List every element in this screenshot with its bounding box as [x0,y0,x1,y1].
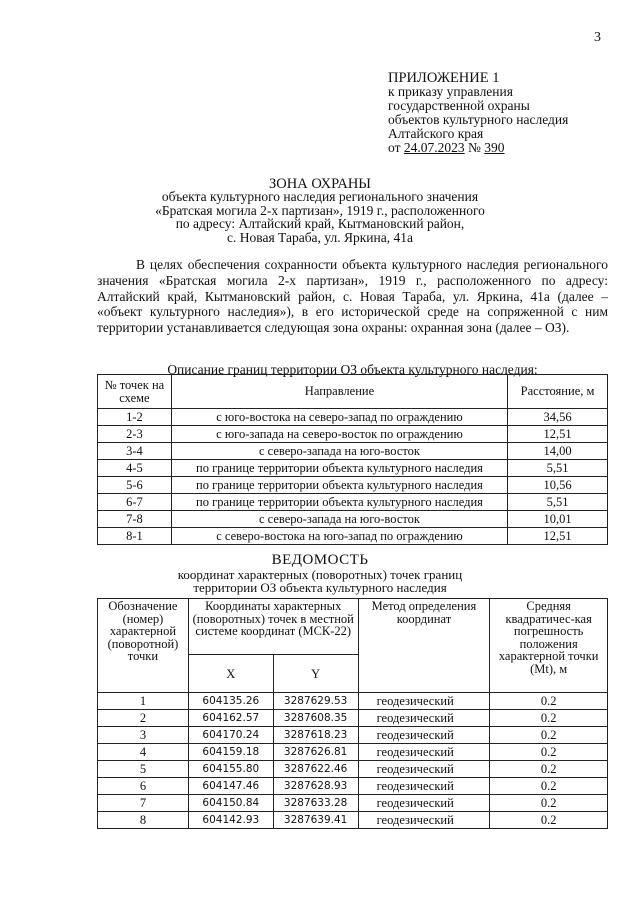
table-row [98,727,608,744]
y-coordinate-cell: 3287608.35 [273,710,358,727]
accuracy-cell: 0.2 [490,710,608,727]
method-cell: геодезический [358,693,490,710]
direction-cell: с юго-запада на северо-восток по ограждению [171,426,507,443]
points-cell: 1-2 [98,409,172,426]
table-row [98,477,608,494]
point-number-cell: 8 [98,812,189,829]
column-header: Обозначение (номер) характерной (поворотной) точки [98,599,189,693]
table-row [98,443,608,460]
zone-subtitle-line: объекта культурного наследия регионального значения [161,189,479,204]
distance-cell: 5,51 [508,460,608,477]
column-header: Y [273,655,358,693]
appendix-line: государственной охраны [388,98,530,113]
points-cell: 6-7 [98,494,172,511]
column-header: Средняя квадратичес-кая погрешность положения характерной точки (Mt), м [490,599,608,693]
distance-cell: 14,00 [508,443,608,460]
point-number-cell: 3 [98,727,189,744]
point-number-cell: 5 [98,761,189,778]
intro-text: В целях обеспечения сохранности объекта культурного наследия регионального значения «Братская могила 2-х партизан», 1919 г., расположенного по адресу: Алтайский край, Кытмановский район, с. Новая Тараба, ул. Яркина, 41а (далее – «объект культурного наследия»), в его исторической среде на сопряженной с ним территории устанавливается следующая зона охраны: охранная зона (далее – ОЗ). [97,257,608,336]
direction-cell: с северо-запада на юго-восток [171,443,507,460]
page-number: 3 [594,30,601,45]
vedomost-subtitle-line: территории ОЗ объекта культурного наследия [193,580,447,595]
appendix-header [388,71,568,155]
point-number-cell: 7 [98,795,189,812]
y-coordinate-cell: 3287628.93 [273,778,358,795]
distance-cell: 34,56 [508,409,608,426]
appendix-line: Алтайского края [388,126,484,141]
distance-cell: 12,51 [508,528,608,545]
points-cell: 3-4 [98,443,172,460]
column-header: Метод определения координат [358,599,490,693]
table-row [98,744,608,761]
x-coordinate-cell: 604142.93 [188,812,273,829]
order-date: 24.07.2023 [403,140,465,155]
column-header: Направление [171,375,507,409]
x-coordinate-cell: 604162.57 [188,710,273,727]
y-coordinate-cell: 3287622.46 [273,761,358,778]
x-coordinate-cell: 604155.80 [188,761,273,778]
table-row [98,812,608,829]
column-header: Координаты характерных (поворотных) точек в местной системе координат (МСК-22) [188,599,358,655]
points-cell: 5-6 [98,477,172,494]
zone-subtitle [0,190,640,244]
accuracy-cell: 0.2 [490,761,608,778]
direction-cell: с северо-запада на юго-восток [171,511,507,528]
distance-cell: 12,51 [508,426,608,443]
table-row [98,494,608,511]
point-number-cell: 2 [98,710,189,727]
distance-cell: 5,51 [508,494,608,511]
coordinates-table [97,598,608,829]
table-row [98,693,608,710]
y-coordinate-cell: 3287633.28 [273,795,358,812]
direction-cell: по границе территории объекта культурного наследия [171,494,507,511]
x-coordinate-cell: 604147.46 [188,778,273,795]
method-cell: геодезический [358,744,490,761]
intro-paragraph [97,257,608,336]
table-header-row [98,375,608,409]
table-row [98,761,608,778]
column-header: № точек на схеме [98,375,172,409]
accuracy-cell: 0.2 [490,693,608,710]
direction-cell: по границе территории объекта культурного наследия [171,477,507,494]
y-coordinate-cell: 3287618.23 [273,727,358,744]
accuracy-cell: 0.2 [490,744,608,761]
method-cell: геодезический [358,812,490,829]
accuracy-cell: 0.2 [490,812,608,829]
x-coordinate-cell: 604159.18 [188,744,273,761]
points-cell: 4-5 [98,460,172,477]
column-header: Расстояние, м [508,375,608,409]
method-cell: геодезический [358,727,490,744]
table-row [98,778,608,795]
vedomost-subtitle-line: координат характерных (поворотных) точек границ [177,567,463,582]
table-header-row [98,599,608,655]
vedomost-title: ВЕДОМОСТЬ [271,552,369,568]
points-cell: 2-3 [98,426,172,443]
vedomost-subtitle [0,568,640,594]
appendix-line: к приказу управления [388,84,513,99]
method-cell: геодезический [358,710,490,727]
y-coordinate-cell: 3287639.41 [273,812,358,829]
table-row [98,795,608,812]
zone-subtitle-line: по адресу: Алтайский край, Кытмановский район, [175,216,465,231]
direction-cell: с северо-востока на юго-запад по ограждению [171,528,507,545]
zone-subtitle-line: с. Новая Тараба, ул. Яркина, 41а [227,229,413,245]
table-row [98,460,608,477]
order-prefix: от [388,140,404,155]
distance-cell: 10,01 [508,511,608,528]
order-reference [388,141,568,155]
table-row [98,511,608,528]
y-coordinate-cell: 3287629.53 [273,693,358,710]
boundary-table [97,374,608,545]
method-cell: геодезический [358,761,490,778]
points-cell: 7-8 [98,511,172,528]
table-row [98,528,608,545]
y-coordinate-cell: 3287626.81 [273,744,358,761]
x-coordinate-cell: 604170.24 [188,727,273,744]
table-row [98,426,608,443]
appendix-line: объектов культурного наследия [388,112,569,127]
appendix-title: ПРИЛОЖЕНИЕ 1 [388,70,500,86]
point-number-cell: 4 [98,744,189,761]
order-sep: № [464,140,485,155]
direction-cell: с юго-востока на северо-запад по ограждению [171,409,507,426]
table-row [98,409,608,426]
x-coordinate-cell: 604150.84 [188,795,273,812]
column-header: X [188,655,273,693]
accuracy-cell: 0.2 [490,778,608,795]
accuracy-cell: 0.2 [490,727,608,744]
zone-subtitle-line: «Братская могила 2-х партизан», 1919 г., расположенного [155,202,485,218]
x-coordinate-cell: 604135.26 [188,693,273,710]
order-number: 390 [484,140,505,155]
points-cell: 8-1 [98,528,172,545]
method-cell: геодезический [358,795,490,812]
accuracy-cell: 0.2 [490,795,608,812]
point-number-cell: 1 [98,693,189,710]
direction-cell: по границе территории объекта культурного наследия [171,460,507,477]
table-row [98,710,608,727]
point-number-cell: 6 [98,778,189,795]
method-cell: геодезический [358,778,490,795]
boundary-table-caption: Описание границ территории ОЗ объекта культурного наследия: [167,362,538,377]
zone-title: ЗОНА ОХРАНЫ [269,176,371,192]
distance-cell: 10,56 [508,477,608,494]
